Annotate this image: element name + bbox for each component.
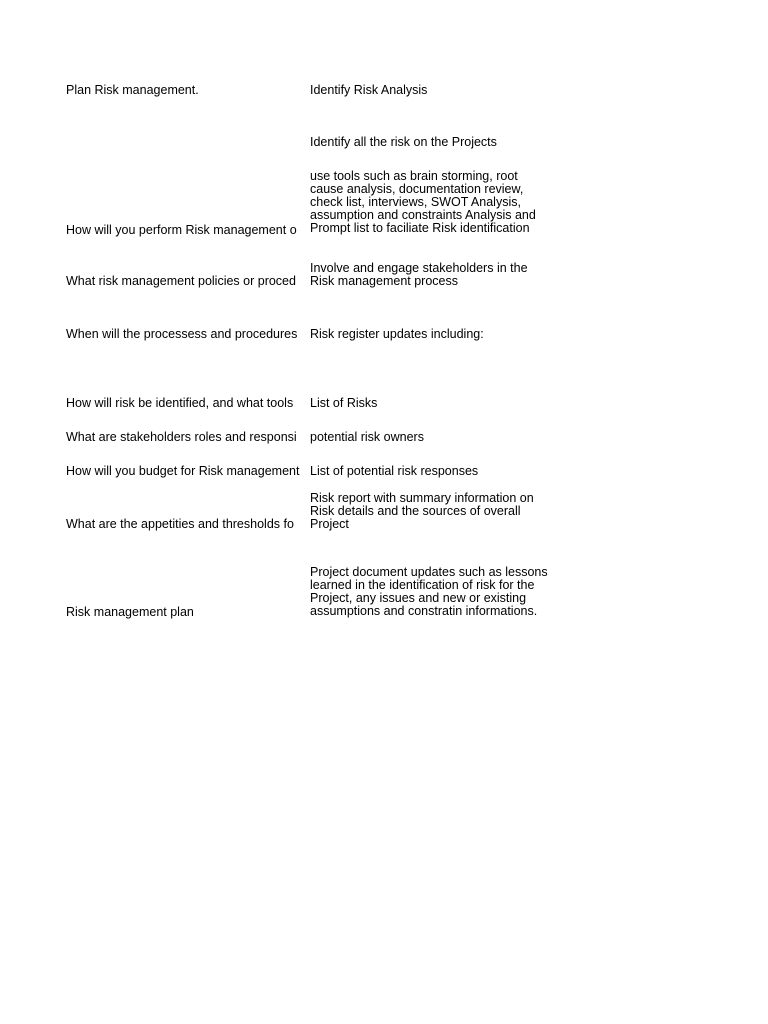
cell-a-risk-management-plan: Risk management plan <box>66 606 194 619</box>
cell-a-stakeholder-roles: What are stakeholders roles and responsi <box>66 431 297 444</box>
cell-b-risk-report <box>310 492 560 531</box>
cell-line: use tools such as brain storming, root <box>310 170 518 183</box>
cell-a-risk-budget: How will you budget for Risk management <box>66 465 300 478</box>
cell-a-risk-policies: What risk management policies or proced <box>66 275 296 288</box>
cell-a-processes-procedures: When will the processess and procedures <box>66 328 298 341</box>
cell-line: Project <box>310 517 349 531</box>
cell-a-risk-identification-tools: How will risk be identified, and what tools <box>66 397 294 410</box>
cell-b-identify-risk-analysis: Identify Risk Analysis <box>310 84 428 97</box>
cell-b-identify-all-risk: Identify all the risk on the Projects <box>310 136 497 149</box>
cell-line: assumptions and constratin informations. <box>310 604 538 618</box>
cell-line: learned in the identification of risk for the <box>310 578 535 592</box>
cell-b-potential-risk-owners: potential risk owners <box>310 431 424 444</box>
cell-b-use-tools <box>310 170 560 235</box>
cell-b-project-document-updates <box>310 566 560 618</box>
cell-line: check list, interviews, SWOT Analysis, <box>310 195 521 209</box>
cell-b-list-of-risks: List of Risks <box>310 397 378 410</box>
cell-line: assumption and constraints Analysis and <box>310 208 536 222</box>
cell-line: Project, any issues and new or existing <box>310 591 527 605</box>
cell-b-potential-risk-responses: List of potential risk responses <box>310 465 479 478</box>
cell-b-risk-register-updates: Risk register updates including: <box>310 328 484 341</box>
cell-line: Prompt list to faciliate Risk identification <box>310 221 530 235</box>
cell-a-plan-risk-management: Plan Risk management. <box>66 84 199 97</box>
cell-line: Risk details and the sources of overall <box>310 504 521 518</box>
cell-line: Project document updates such as lessons <box>310 566 548 579</box>
cell-b-involve-stakeholders <box>310 262 560 288</box>
cell-a-appetites-thresholds: What are the appetities and thresholds fo <box>66 518 294 531</box>
cell-line: cause analysis, documentation review, <box>310 182 524 196</box>
cell-line: Involve and engage stakeholders in the <box>310 262 528 275</box>
cell-a-perform-risk-management: How will you perform Risk management o <box>66 224 297 237</box>
cell-line: Risk management process <box>310 274 458 288</box>
cell-line: Risk report with summary information on <box>310 492 534 505</box>
